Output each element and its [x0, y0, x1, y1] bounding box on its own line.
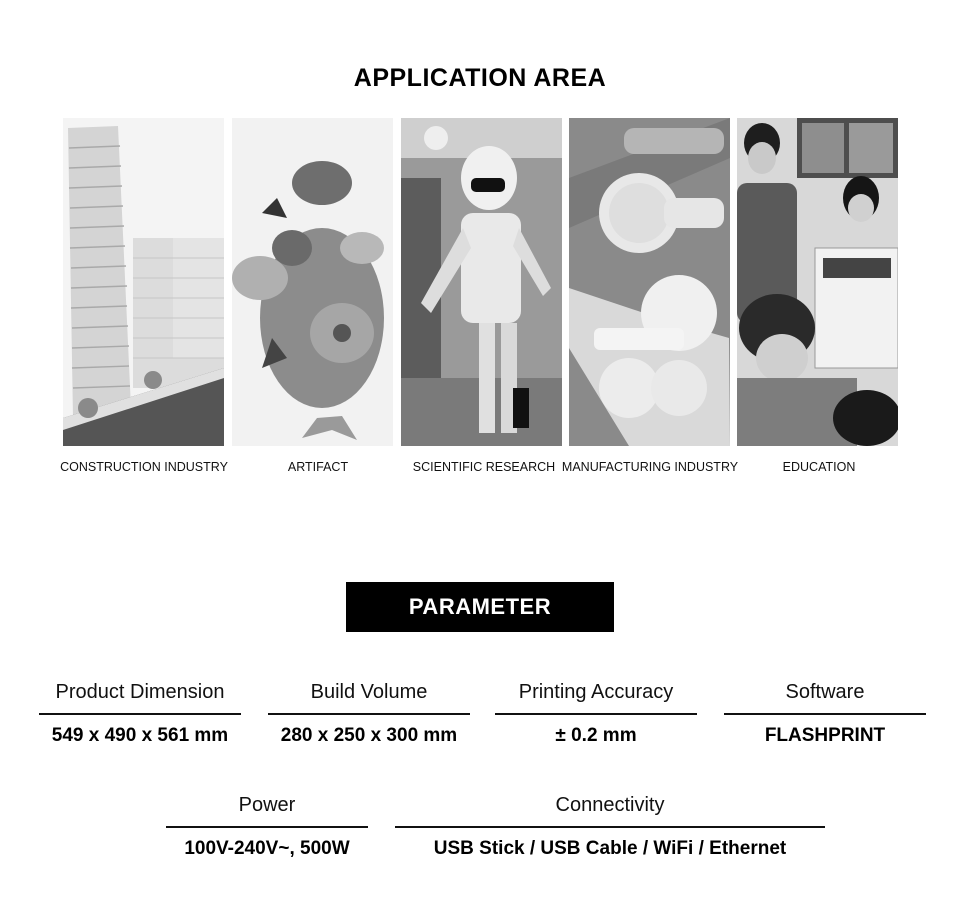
spec-connectivity [395, 790, 825, 860]
spec-value: 100V-240V~, 500W [184, 838, 350, 859]
spec-divider [395, 826, 825, 828]
application-area-title: APPLICATION AREA [353, 64, 607, 92]
spec-product-dimension [39, 677, 241, 747]
spec-value: 280 x 250 x 300 mm [280, 725, 458, 746]
spec-label: Power [238, 794, 296, 816]
education-image [737, 118, 898, 446]
spec-label: Software [785, 681, 865, 703]
parameter-title: PARAMETER [408, 594, 552, 619]
construction-industry-image [63, 118, 224, 446]
spec-label: Printing Accuracy [518, 681, 674, 703]
spec-label: Product Dimension [55, 681, 225, 703]
parameter-heading [346, 582, 614, 632]
spec-divider [39, 713, 241, 715]
spec-value: 549 x 490 x 561 mm [51, 725, 229, 746]
spec-label: Connectivity [555, 794, 665, 816]
spec-divider [724, 713, 926, 715]
caption-artifact: ARTIFACT [287, 460, 349, 474]
caption-manufacturing-industry: MANUFACTURING INDUSTRY [561, 460, 739, 474]
caption-construction-industry: CONSTRUCTION INDUSTRY [60, 460, 228, 474]
spec-build-volume [268, 677, 470, 747]
spec-label: Build Volume [310, 681, 428, 703]
caption-education: EDUCATION [782, 460, 856, 474]
scientific-research-image [401, 118, 562, 446]
manufacturing-industry-image [569, 118, 730, 446]
spec-software [724, 677, 926, 747]
caption-scientific-research: SCIENTIFIC RESEARCH [412, 460, 556, 474]
spec-value: FLASHPRINT [764, 725, 886, 746]
artifact-image [232, 118, 393, 446]
spec-value: USB Stick / USB Cable / WiFi / Ethernet [433, 838, 787, 859]
spec-value: ± 0.2 mm [555, 725, 637, 746]
spec-divider [495, 713, 697, 715]
spec-divider [166, 826, 368, 828]
spec-divider [268, 713, 470, 715]
spec-power [166, 790, 368, 860]
spec-printing-accuracy [495, 677, 697, 747]
